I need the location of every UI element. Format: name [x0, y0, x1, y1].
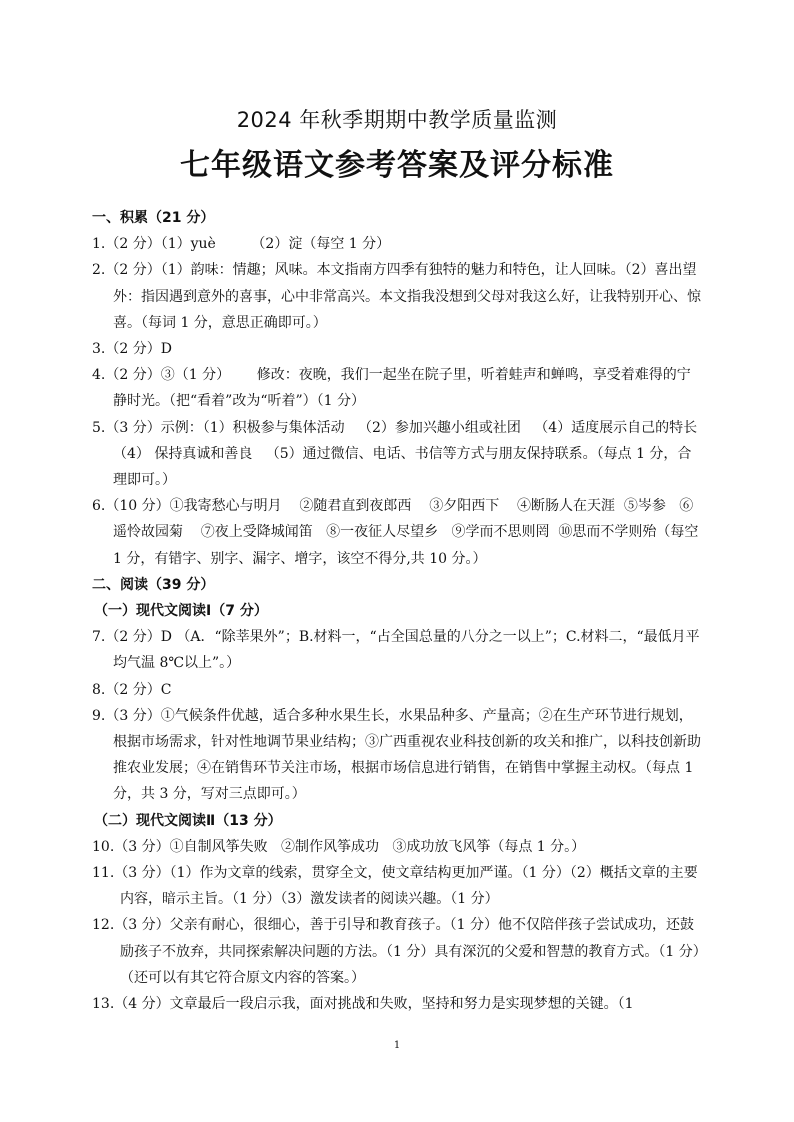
answer-item-1: 1.（2 分）（1）yuè （2）淀（每空 1 分）	[92, 236, 391, 253]
answer-item-13: 13.（4 分）文章最后一段启示我，面对挑战和失败，坚持和努力是实现梦想的关键。（1	[92, 996, 634, 1013]
answer-item-12: 12.（3 分）父亲有耐心，很细心，善于引导和教育孩子。（1 分）他不仅陪伴孩子尝试成功，还鼓励孩子不放弃，共同探索解决问题的方法。（1 分）具有深沉的父爱和智慧的教育方式。（1 分）（还可以有其它符合原文内容的答案。）	[92, 917, 700, 986]
answer-item-9: 9.（3 分）①气候条件优越，适合多种水果生长，水果品种多、产量高；②在生产环节进行规划，根据市场需求，针对性地调节果业结构；③广西重视农业科技创新的攻关和推广，以科技创新助推农业发展；④在销售环节关注市场，根据市场信息进行销售，在销售中掌握主动权。（每点 1 分，共 3 分，写对三点即可。）	[92, 707, 701, 803]
answer-item-10: 10.（3 分）①自制风筝失败 ②制作风筝成功 ③成功放飞风筝（每点 1 分。）	[92, 838, 586, 855]
subsection-heading-modern-reading-2: （二）现代文阅读Ⅱ（13 分）	[94, 812, 282, 829]
answer-content	[92, 205, 711, 1017]
page-number: 1	[393, 1040, 401, 1051]
answer-item-5: 5.（3 分）示例：（1）积极参与集体活动 （2）参加兴趣小组或社团 （4）适度展示自己的特长 （4） 保持真诚和善良 （5）通过微信、电话、书信等方式与朋友保持联系。（每点 1 分，合理即可。）	[92, 419, 711, 489]
subsection-heading-modern-reading-1: （一）现代文阅读Ⅰ（7 分）	[94, 603, 268, 620]
answer-item-2: 2.（2 分）（1）韵味：情趣；风味。本文指南方四季有独特的魅力和特色，让人回味。（2）喜出望外：指因遇到意外的喜事，心中非常高兴。本文指我没想到父母对我这么好，让我特别开心、惊喜。（每词 1 分，意思正确即可。）	[92, 262, 701, 331]
document-subtitle: 七年级语文参考答案及评分标准	[180, 148, 614, 183]
exam-title: 2024 年秋季期期中教学质量监测	[236, 108, 558, 132]
section-heading-reading: 二、阅读（39 分）	[92, 576, 215, 593]
answer-item-7: 7.（2 分）D （A．“除莘果外”；B.材料一，“占全国总量的八分之一以上”；C.材料二，“最低月平均气温 8℃以上”。）	[92, 629, 700, 672]
answer-item-3: 3.（2 分）D	[92, 341, 172, 358]
answer-item-11: 11.（3 分）（1）作为文章的线索，贯穿全文，使文章结构更加严谨。（1 分）（2）概括文章的主要内容，暗示主旨。（1 分）（3）激发读者的阅读兴趣。（1 分）	[92, 865, 698, 908]
answer-item-4: 4.（2 分）③（1 分） 修改：夜晚，我们一起坐在院子里，听着蛙声和蝉鸣，享受着难得的宁静时光。（把“看着”改为“听着”）（1 分）	[92, 367, 691, 410]
answer-item-6: 6.（10 分）①我寄愁心与明月 ②随君直到夜郎西 ③夕阳西下 ④断肠人在天涯 ⑤岑参 ⑥遥怜故园菊 ⑦夜上受降城闻笛 ⑧一夜征人尽望乡 ⑨学而不思则罔 ⑩思而不学则殆（每空 1 分，有错字、别字、漏字、增字，该空不得分,共 10 分。）	[92, 498, 703, 567]
answer-item-8: 8.（2 分）C	[92, 681, 172, 698]
section-heading-accumulation: 一、积累（21 分）	[92, 210, 215, 226]
